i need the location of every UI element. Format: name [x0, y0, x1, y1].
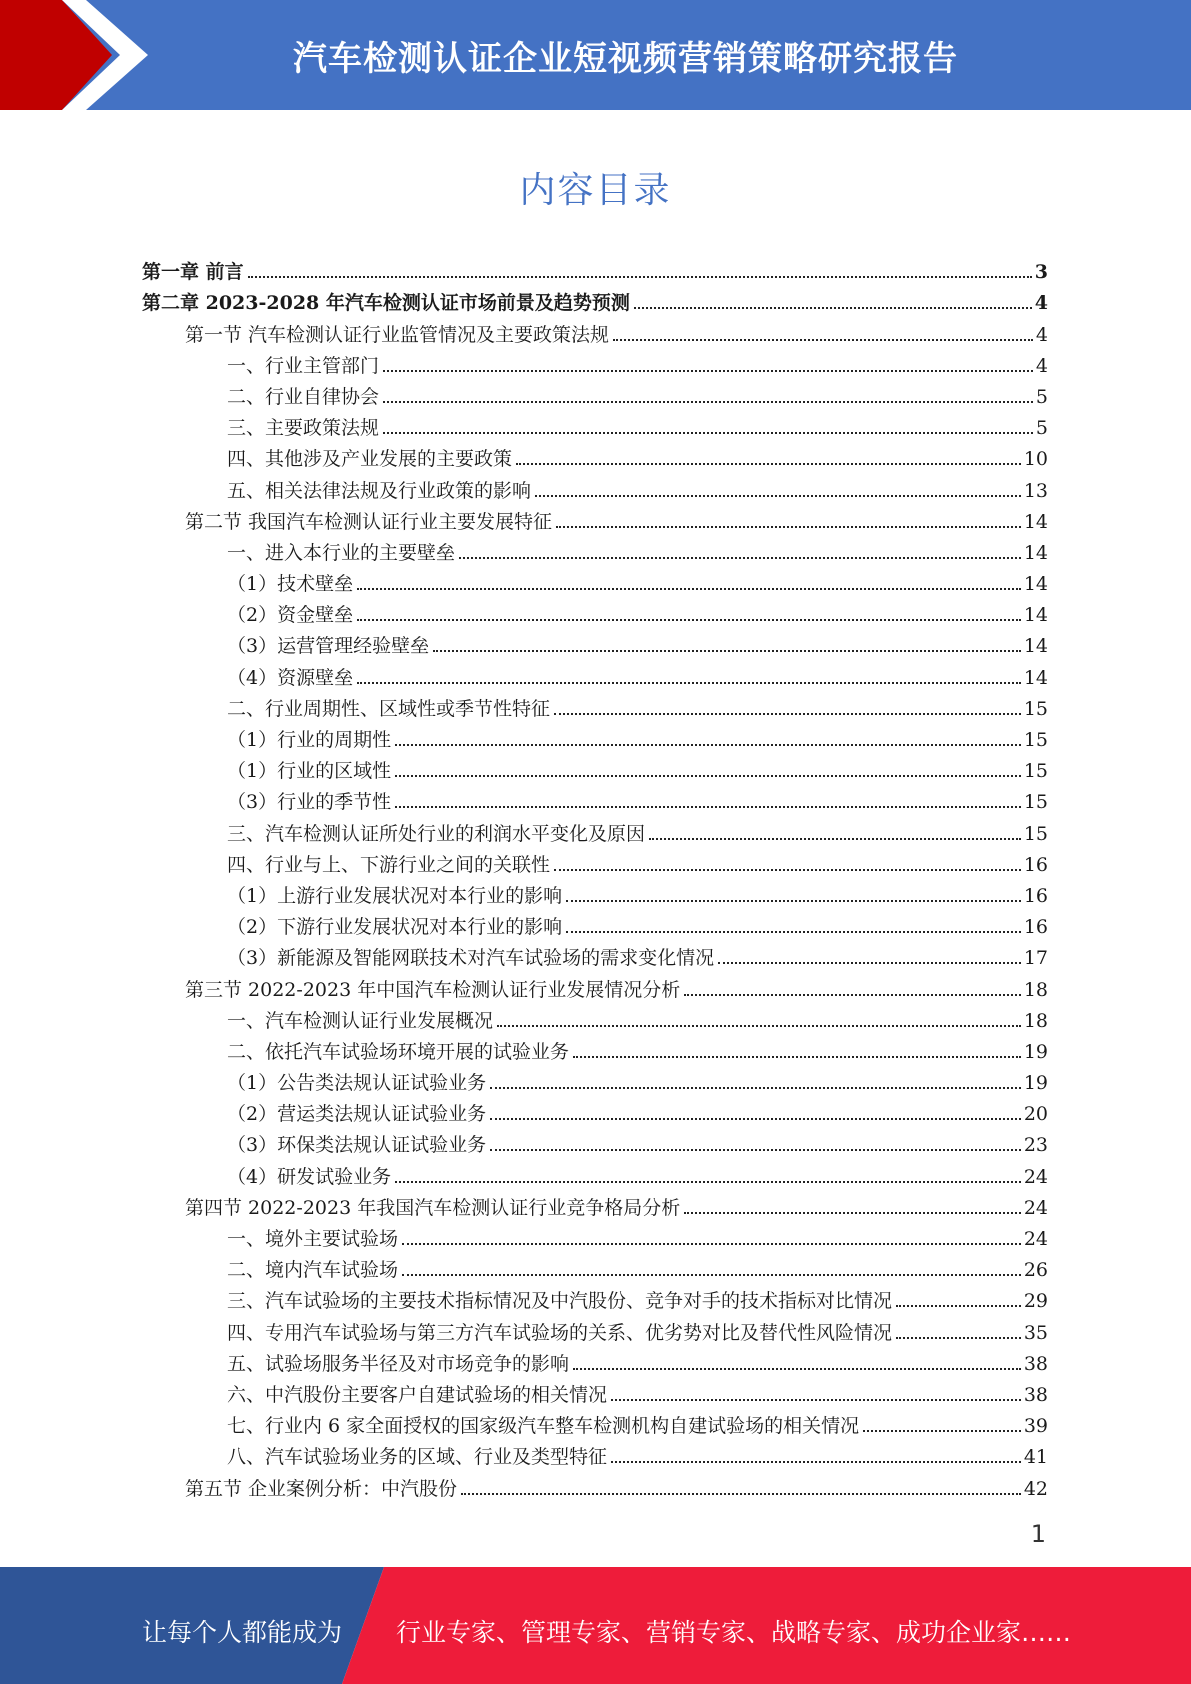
toc-entry-page: 24 [1023, 1196, 1048, 1219]
toc-entry-label: 五、试验场服务半径及对市场竞争的影响 [227, 1352, 570, 1375]
toc-dot-leader [433, 650, 1021, 652]
toc-entry[interactable] [142, 440, 1048, 471]
toc-dot-leader [896, 1305, 1021, 1307]
header-band [0, 0, 1191, 110]
toc-dot-leader [896, 1337, 1021, 1339]
toc-dot-leader [634, 307, 1032, 309]
toc-heading: 内容目录 [519, 170, 672, 211]
toc-entry[interactable] [142, 347, 1048, 378]
toc-dot-leader [684, 1212, 1021, 1214]
page-number: 1 [1030, 1520, 1046, 1548]
toc-entry-page: 29 [1023, 1290, 1048, 1313]
toc-dot-leader [611, 1461, 1021, 1463]
toc-dot-leader [357, 619, 1021, 621]
toc-entry-page: 15 [1023, 791, 1048, 814]
toc-entry-label: 一、进入本行业的主要壁垒 [227, 541, 456, 564]
toc-dot-leader [554, 713, 1021, 715]
toc-entry[interactable] [142, 814, 1048, 845]
toc-entry[interactable] [142, 284, 1048, 315]
toc-entry-label: 第二节 我国汽车检测认证行业主要发展特征 [185, 510, 553, 533]
toc-dot-leader [395, 1181, 1021, 1183]
toc-entry[interactable] [142, 1313, 1048, 1344]
toc-entry-label: 第四节 2022-2023 年我国汽车检测认证行业竞争格局分析 [185, 1196, 681, 1219]
toc-entry-page: 24 [1023, 1228, 1048, 1250]
toc-entry[interactable] [142, 1157, 1048, 1188]
footer-slogan-right: 行业专家、管理专家、营销专家、战略专家、成功企业家…… [396, 1618, 1072, 1647]
toc-dot-leader [459, 557, 1021, 559]
toc-entry[interactable] [142, 1189, 1048, 1220]
toc-dot-leader [497, 1025, 1021, 1027]
toc-entry-page: 15 [1023, 822, 1048, 845]
toc-dot-leader [649, 838, 1021, 840]
toc-dot-leader [684, 994, 1021, 996]
toc-entry-page: 16 [1023, 884, 1048, 907]
toc-entry-label: 八、汽车试验场业务的区域、行业及类型特征 [227, 1446, 608, 1469]
toc-dot-leader [357, 588, 1021, 590]
toc-entry-label: 第一节 汽车检测认证行业监管情况及主要政策法规 [185, 323, 610, 346]
toc-dot-leader [490, 1149, 1021, 1151]
header-arrow-decoration [0, 0, 160, 110]
toc-dot-leader [516, 463, 1021, 465]
toc-dot-leader [490, 1087, 1021, 1089]
toc-dot-leader [611, 1399, 1021, 1401]
toc-entry-label: （1）技术壁垒 [227, 573, 354, 596]
toc-entry[interactable] [142, 908, 1048, 939]
toc-dot-leader [863, 1430, 1021, 1432]
toc-dot-leader [490, 1118, 1021, 1120]
footer-slogan-left: 让每个人都能成为 [142, 1618, 343, 1647]
table-of-contents [142, 253, 1048, 1501]
toc-entry-label: 第三节 2022-2023 年中国汽车检测认证行业发展情况分析 [185, 978, 681, 1001]
toc-entry-page: 5 [1035, 417, 1048, 440]
toc-entry-page: 13 [1023, 479, 1048, 502]
toc-entry-label: （3）运营管理经验壁垒 [227, 635, 430, 658]
toc-entry[interactable] [142, 783, 1048, 814]
toc-entry-page: 18 [1023, 978, 1048, 1001]
toc-entry[interactable] [142, 503, 1048, 534]
toc-entry[interactable] [142, 1282, 1048, 1313]
toc-entry[interactable] [142, 877, 1048, 908]
toc-entry-label: （4）资源壁垒 [227, 666, 354, 689]
toc-dot-leader [402, 1274, 1021, 1276]
toc-entry-label: 三、汽车试验场的主要技术指标情况及中汽股份、竞争对手的技术指标对比情况 [227, 1290, 893, 1313]
toc-dot-leader [402, 1243, 1021, 1245]
toc-entry[interactable] [142, 690, 1048, 721]
toc-entry-page: 14 [1023, 573, 1048, 596]
toc-entry[interactable] [142, 596, 1048, 627]
toc-dot-leader [461, 1493, 1021, 1495]
toc-entry-label: （1）行业的周期性 [227, 729, 392, 751]
toc-entry-label: 五、相关法律法规及行业政策的影响 [227, 479, 532, 502]
toc-entry-page: 16 [1023, 916, 1048, 939]
toc-entry-label: （1）上游行业发展状况对本行业的影响 [227, 884, 563, 907]
toc-entry-page: 14 [1023, 635, 1048, 658]
toc-entry-label: 二、境内汽车试验场 [227, 1259, 399, 1282]
toc-dot-leader [566, 931, 1021, 933]
toc-entry-label: 六、中汽股份主要客户自建试验场的相关情况 [227, 1383, 608, 1406]
toc-entry[interactable] [142, 409, 1048, 440]
toc-entry-label: 四、行业与上、下游行业之间的关联性 [227, 853, 551, 876]
toc-entry[interactable] [142, 970, 1048, 1001]
toc-entry[interactable] [142, 721, 1048, 752]
toc-entry-page: 35 [1023, 1321, 1048, 1344]
toc-entry-page: 20 [1023, 1103, 1048, 1126]
toc-entry-page: 3 [1034, 261, 1048, 284]
toc-entry-page: 14 [1023, 510, 1048, 533]
toc-entry[interactable] [142, 846, 1048, 877]
toc-entry[interactable] [142, 1095, 1048, 1126]
toc-entry-label: （1）行业的区域性 [227, 760, 392, 783]
toc-dot-leader [383, 432, 1033, 434]
toc-entry[interactable] [142, 1438, 1048, 1469]
toc-entry-label: （3）环保类法规认证试验业务 [227, 1134, 487, 1157]
toc-entry-page: 19 [1023, 1072, 1048, 1095]
toc-entry[interactable] [142, 1251, 1048, 1282]
toc-entry-page: 26 [1023, 1259, 1048, 1282]
toc-entry-label: （3）新能源及智能网联技术对汽车试验场的需求变化情况 [227, 947, 715, 970]
toc-dot-leader [248, 276, 1032, 278]
toc-entry[interactable] [142, 1407, 1048, 1438]
toc-entry[interactable] [142, 752, 1048, 783]
toc-entry[interactable] [142, 471, 1048, 502]
toc-entry[interactable] [142, 534, 1048, 565]
toc-dot-leader [556, 526, 1021, 528]
toc-entry-page: 14 [1023, 604, 1048, 627]
toc-dot-leader [573, 1368, 1021, 1370]
toc-entry[interactable] [142, 1126, 1048, 1157]
toc-entry[interactable] [142, 1376, 1048, 1407]
toc-entry[interactable] [142, 939, 1048, 970]
toc-entry-label: （2）下游行业发展状况对本行业的影响 [227, 916, 563, 939]
toc-entry-page: 16 [1023, 853, 1048, 876]
toc-entry[interactable] [142, 1064, 1048, 1095]
toc-entry[interactable] [142, 315, 1048, 346]
report-title: 汽车检测认证企业短视频营销策略研究报告 [293, 38, 958, 79]
toc-entry-label: 二、行业周期性、区域性或季节性特征 [227, 697, 551, 720]
toc-entry-label: （2）资金壁垒 [227, 604, 354, 627]
toc-entry-page: 38 [1023, 1352, 1048, 1375]
toc-entry-label: 七、行业内 6 家全面授权的国家级汽车整车检测机构自建试验场的相关情况 [227, 1415, 860, 1438]
toc-dot-leader [383, 401, 1033, 403]
toc-entry-label: （1）公告类法规认证试验业务 [227, 1072, 487, 1095]
toc-entry-page: 5 [1035, 385, 1048, 408]
toc-dot-leader [535, 495, 1021, 497]
toc-entry-page: 39 [1023, 1415, 1048, 1438]
toc-dot-leader [718, 962, 1021, 964]
toc-dot-leader [566, 900, 1021, 902]
toc-entry-label: 四、其他涉及产业发展的主要政策 [227, 448, 513, 471]
toc-entry[interactable] [142, 565, 1048, 596]
toc-entry-page: 14 [1023, 666, 1048, 689]
toc-entry-label: 三、主要政策法规 [227, 417, 380, 440]
toc-entry-label: 第一章 前言 [142, 261, 244, 284]
toc-entry[interactable] [142, 1469, 1048, 1500]
toc-entry-page: 38 [1023, 1383, 1048, 1406]
toc-entry-label: 一、汽车检测认证行业发展概况 [227, 1009, 494, 1032]
toc-entry[interactable] [142, 378, 1048, 409]
toc-entry-page: 19 [1023, 1040, 1048, 1063]
toc-entry[interactable] [142, 1345, 1048, 1376]
toc-entry-page: 42 [1023, 1477, 1048, 1500]
toc-entry-label: 三、汽车检测认证所处行业的利润水平变化及原因 [227, 822, 646, 845]
toc-entry-label: （3）行业的季节性 [227, 791, 392, 814]
toc-entry[interactable] [142, 658, 1048, 689]
toc-entry-page: 15 [1023, 729, 1048, 751]
toc-entry-page: 15 [1023, 697, 1048, 720]
toc-entry-label: 四、专用汽车试验场与第三方汽车试验场的关系、优劣势对比及替代性风险情况 [227, 1321, 893, 1344]
toc-dot-leader [554, 869, 1021, 871]
toc-entry[interactable] [142, 1220, 1048, 1251]
toc-dot-leader [395, 806, 1021, 808]
toc-entry-label: 一、境外主要试验场 [227, 1228, 399, 1250]
toc-entry-page: 23 [1023, 1134, 1048, 1157]
toc-entry-label: （2）营运类法规认证试验业务 [227, 1103, 487, 1126]
toc-dot-leader [395, 775, 1021, 777]
toc-entry-page: 14 [1023, 541, 1048, 564]
toc-entry-page: 15 [1023, 760, 1048, 783]
toc-entry-page: 4 [1034, 292, 1048, 315]
toc-entry[interactable] [142, 627, 1048, 658]
toc-entry-page: 17 [1023, 947, 1048, 970]
footer-band [0, 1567, 1191, 1684]
toc-entry[interactable] [142, 1002, 1048, 1033]
toc-dot-leader [383, 370, 1033, 372]
toc-dot-leader [395, 744, 1021, 746]
toc-entry-page: 10 [1023, 448, 1048, 471]
toc-entry-page: 18 [1023, 1009, 1048, 1032]
toc-entry[interactable] [142, 1033, 1048, 1064]
toc-entry-label: 第五节 企业案例分析：中汽股份 [185, 1477, 458, 1500]
toc-entry-page: 24 [1023, 1165, 1048, 1188]
toc-entry-page: 4 [1035, 323, 1048, 346]
toc-entry-page: 4 [1035, 354, 1048, 377]
toc-entry-page: 41 [1023, 1446, 1048, 1469]
toc-entry[interactable] [142, 253, 1048, 284]
toc-entry-label: （4）研发试验业务 [227, 1165, 392, 1188]
toc-entry-label: 二、行业自律协会 [227, 385, 380, 408]
toc-dot-leader [573, 1056, 1021, 1058]
toc-entry-label: 一、行业主管部门 [227, 354, 380, 377]
toc-dot-leader [357, 682, 1021, 684]
toc-dot-leader [613, 339, 1033, 341]
toc-entry-label: 二、依托汽车试验场环境开展的试验业务 [227, 1040, 570, 1063]
toc-entry-label: 第二章 2023-2028 年汽车检测认证市场前景及趋势预测 [142, 292, 630, 315]
